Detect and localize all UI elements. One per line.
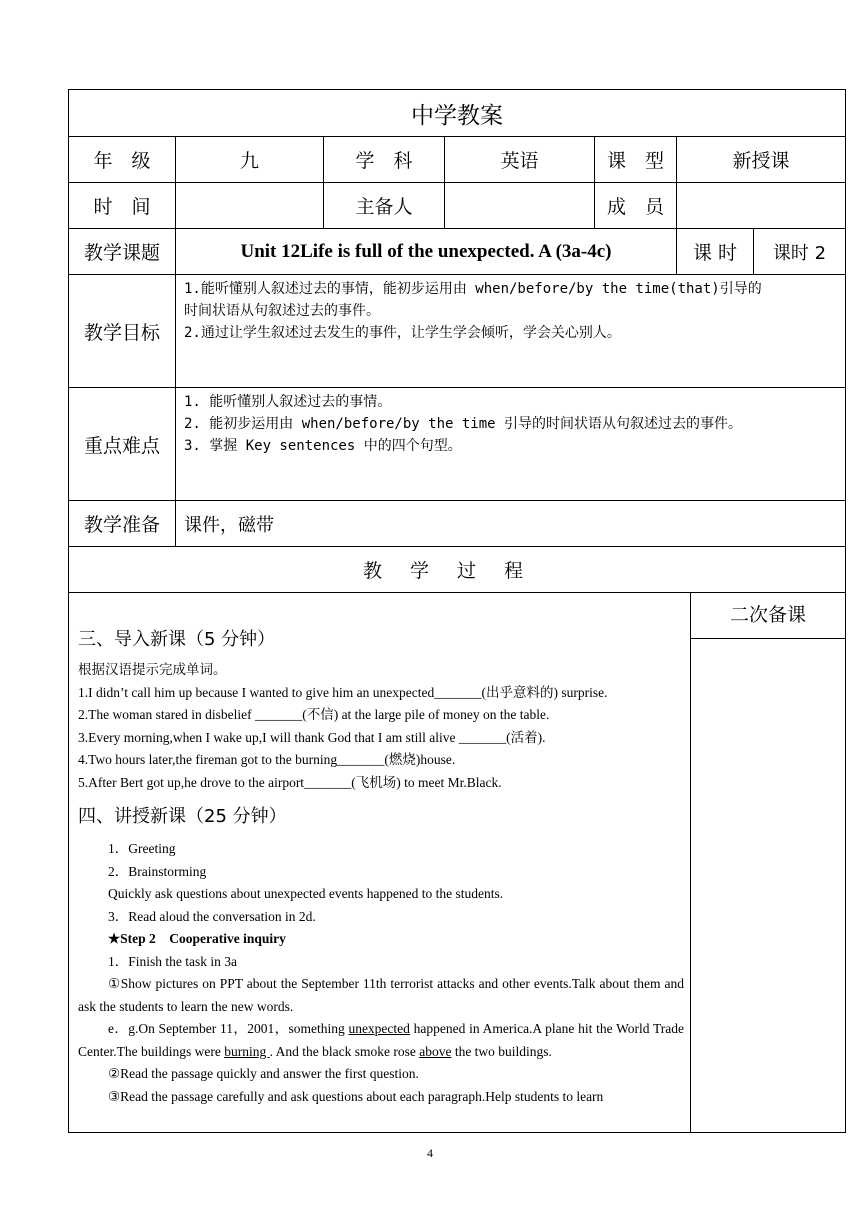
preparer-label: 主备人	[324, 183, 445, 229]
step2-item: 1．Finish the task in 3a	[108, 953, 237, 969]
goal-line: 2.通过让学生叙述过去发生的事件，让学生学会倾听，学会关心别人。	[184, 325, 621, 341]
keypoint-line: 2. 能初步运用由 when/before/by the time 引导的时间状语从句叙述过去的事件。	[184, 416, 743, 432]
step1-item: 2．Brainstorming	[108, 863, 207, 879]
example-underlined-word: above	[419, 1043, 452, 1059]
second-prep-column	[691, 593, 846, 1133]
section3-heading: 三、导入新课（5 分钟）	[78, 629, 276, 650]
members-value	[677, 183, 846, 229]
subject-value: 英语	[445, 137, 595, 183]
goal-line: 1.能听懂别人叙述过去的事情，能初步运用由 when/before/by the time(that)引导的	[184, 281, 762, 297]
keypoint-line: 1. 能听懂别人叙述过去的事情。	[184, 394, 392, 410]
exercise-item: 1.I didn’t call him up because I wanted to give him an unexpected_______(出乎意料的) surprise.	[78, 684, 608, 700]
prep-value: 课件，磁带	[176, 501, 846, 547]
goal-line: 时间状语从句叙述过去的事件。	[184, 303, 380, 319]
type-label: 课 型	[595, 137, 677, 183]
example-text: the two buildings.	[451, 1043, 552, 1059]
exercise-item: 2.The woman stared in disbelief _______(不信) at the large pile of money on the table.	[78, 707, 550, 722]
topic-value: Unit 12Life is full of the unexpected. A (3a-4c)	[176, 229, 677, 275]
time-value	[176, 183, 324, 229]
time-label: 时 间	[69, 183, 176, 229]
example-text: happened in America.A plane hit the World Trade Center.The buildings were	[78, 1021, 684, 1059]
keypoints-label: 重点难点	[69, 388, 176, 501]
doc-title: 中学教案	[69, 90, 846, 137]
example-text: e．g.On September 11，2001，something	[108, 1021, 349, 1036]
goals-label: 教学目标	[69, 275, 176, 388]
step2-paragraph: ③Read the passage carefully and ask questions about each paragraph.Help students to learn	[108, 1088, 604, 1104]
prep-label: 教学准备	[69, 501, 176, 547]
goals-content	[176, 275, 846, 388]
step1-item: Quickly ask questions about unexpected events happened to the students.	[108, 886, 504, 901]
members-label: 成 员	[595, 183, 677, 229]
section4-heading: 四、讲授新课（25 分钟）	[78, 806, 287, 827]
lesson-plan-table	[68, 89, 846, 1133]
topic-label: 教学课题	[69, 229, 176, 275]
page-number: 4	[427, 1146, 433, 1160]
step2-heading: ★Step 2 Cooperative inquiry	[108, 931, 286, 946]
second-prep-title: 二次备课	[691, 593, 845, 639]
step1-item: 3．Read aloud the conversation in 2d.	[108, 908, 316, 924]
grade-value: 九	[176, 137, 324, 183]
preparer-value	[445, 183, 595, 229]
section3-intro: 根据汉语提示完成单词。	[78, 662, 227, 677]
process-content	[69, 593, 691, 1133]
hours-label: 课 时	[677, 229, 754, 275]
example-paragraph	[78, 1018, 684, 1063]
keypoints-content	[176, 388, 846, 501]
process-title: 教学过程	[69, 547, 846, 593]
type-value: 新授课	[677, 137, 846, 183]
step1-item: 1．Greeting	[108, 841, 176, 856]
hours-value: 课时 2	[754, 229, 846, 275]
example-underlined-word: unexpected	[348, 1021, 410, 1036]
example-underlined-word: burning	[224, 1043, 270, 1059]
step2-paragraph: ②Read the passage quickly and answer the first question.	[108, 1066, 419, 1081]
subject-label: 学 科	[324, 137, 445, 183]
step2-paragraph: ①Show pictures on PPT about the September 11th terrorist attacks and other events.Talk about them and ask the students to learn the new words.	[78, 976, 684, 1014]
example-text: . And the black smoke rose	[269, 1043, 420, 1059]
keypoint-line: 3. 掌握 Key sentences 中的四个句型。	[184, 438, 462, 454]
exercise-item: 4.Two hours later,the fireman got to the burning_______(燃烧)house.	[78, 752, 456, 767]
exercise-item: 3.Every morning,when I wake up,I will thank God that I am still alive _______(活着).	[78, 729, 546, 745]
grade-label: 年 级	[69, 137, 176, 183]
exercise-item: 5.After Bert got up,he drove to the airport_______(飞机场) to meet Mr.Black.	[78, 774, 502, 790]
